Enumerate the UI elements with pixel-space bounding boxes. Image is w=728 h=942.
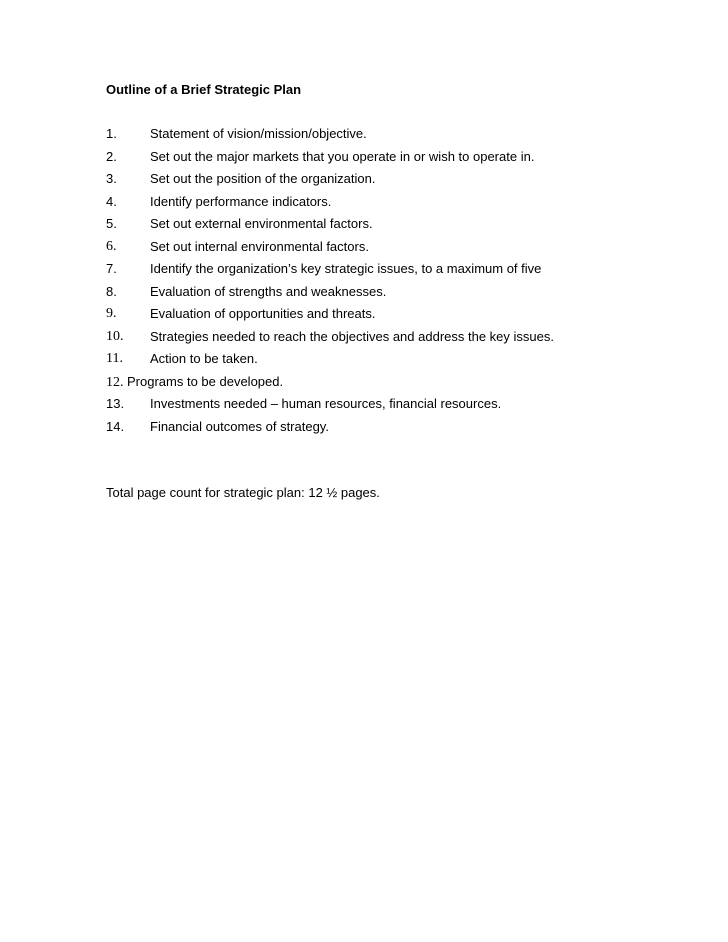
item-text: Set out the major markets that you operate in or wish to operate in. — [150, 148, 535, 164]
list-item — [106, 351, 283, 374]
item-number: 10. — [106, 328, 124, 344]
item-text: Strategies needed to reach the objectives and address the key issues. — [150, 328, 554, 344]
item-text: Programs to be developed. — [127, 373, 284, 389]
list-item — [106, 126, 367, 149]
list-item — [106, 238, 369, 262]
total-page-count: Total page count for strategic plan: 12 ½ pages. — [106, 485, 380, 500]
item-text: Action to be taken. — [150, 351, 258, 366]
document-title: Outline of a Brief Strategic Plan — [106, 82, 302, 97]
item-text: Financial outcomes of strategy. — [150, 418, 329, 434]
item-number: 12. — [106, 374, 127, 390]
item-text: Evaluation of strengths and weaknesses. — [150, 283, 387, 299]
item-text: Set out the position of the organization. — [150, 171, 376, 186]
outline-list — [106, 126, 554, 441]
item-text: Statement of vision/mission/objective. — [150, 126, 367, 141]
item-text: Evaluation of opportunities and threats. — [150, 306, 376, 321]
list-item — [106, 216, 373, 239]
item-number: 14. — [106, 418, 125, 434]
item-text: Investments needed – human resources, financial resources. — [150, 396, 502, 411]
list-item — [106, 374, 283, 397]
item-number: 9. — [106, 306, 117, 321]
list-item — [106, 396, 502, 419]
list-item — [106, 418, 329, 442]
list-item — [106, 283, 387, 307]
item-number: 1. — [106, 126, 117, 141]
item-number: 11. — [106, 351, 123, 366]
list-item — [106, 261, 542, 284]
item-number: 5. — [106, 216, 117, 231]
list-item — [106, 306, 376, 329]
item-number: 13. — [106, 396, 125, 411]
list-item — [106, 328, 554, 352]
list-item — [106, 171, 376, 194]
item-text: Identify the organization’s key strategic issues, to a maximum of five — [150, 261, 542, 276]
list-item — [106, 148, 535, 172]
item-number: 7. — [106, 261, 117, 276]
item-number: 3. — [106, 171, 117, 186]
item-number: 6. — [106, 238, 117, 254]
item-number: 8. — [106, 283, 117, 299]
item-text: Identify performance indicators. — [150, 193, 332, 209]
item-text: Set out external environmental factors. — [150, 216, 373, 231]
item-number: 2. — [106, 148, 117, 164]
item-text: Set out internal environmental factors. — [150, 238, 369, 254]
list-item — [106, 193, 332, 217]
item-number: 4. — [106, 193, 117, 209]
